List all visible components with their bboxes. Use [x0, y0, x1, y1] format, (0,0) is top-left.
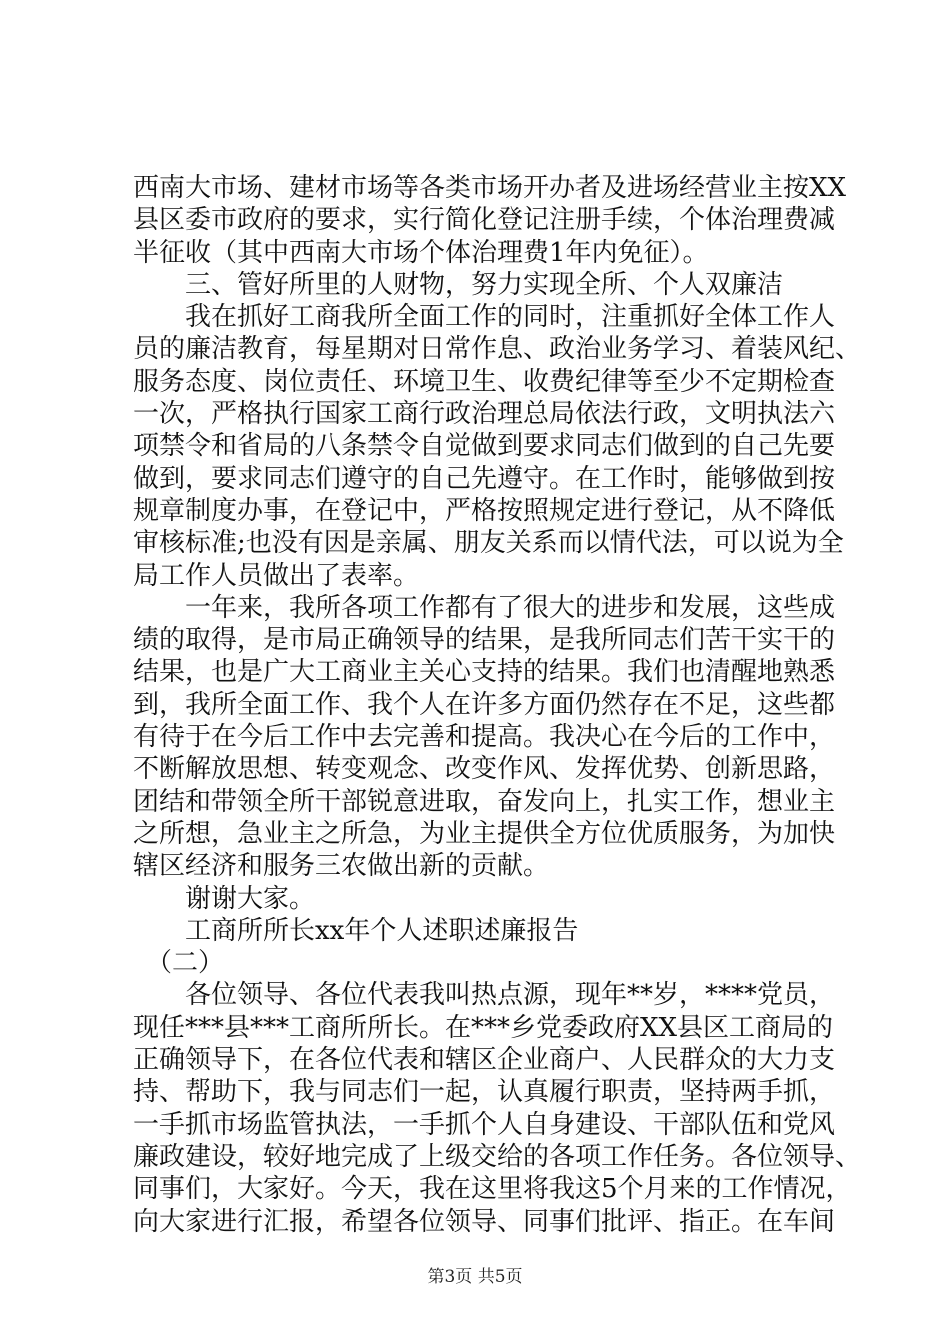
text-line: 谢谢大家。	[133, 883, 316, 914]
text-line: 项禁令和省局的八条禁令自觉做到要求同志们做到的自己先要	[133, 431, 836, 462]
text-line: 正确领导下，在各位代表和辖区企业商户、人民群众的大力支	[133, 1045, 836, 1076]
text-line: 辖区经济和服务三农做出新的贡献。	[133, 851, 550, 882]
text-line: 规章制度办事，在登记中，严格按照规定进行登记，从不降低	[133, 495, 836, 526]
text-line: 半征收（其中西南大市场个体治理费1年内免征）。	[133, 237, 709, 268]
text-line: 不断解放思想、转变观念、改变作风、发挥优势、创新思路，	[133, 754, 836, 785]
text-line: 持、帮助下，我与同志们一起，认真履行职责，坚持两手抓，	[133, 1077, 836, 1108]
text-line: 有待于在今后工作中去完善和提高。我决心在今后的工作中，	[133, 722, 836, 753]
text-line: 员的廉洁教育，每星期对日常作息、政治业务学习、着装风纪、	[133, 334, 862, 365]
text-line: 西南大市场、建材市场等各类市场开办者及进场经营业主按XX	[133, 173, 847, 203]
text-line: 我在抓好工商我所全面工作的同时，注重抓好全体工作人	[133, 302, 836, 333]
text-line: （二）	[133, 948, 225, 979]
text-line: 工商所所长xx年个人述职述廉报告	[133, 915, 579, 946]
text-line: 县区委市政府的要求，实行简化登记注册手续，个体治理费减	[133, 205, 836, 236]
text-line: 一年来，我所各项工作都有了很大的进步和发展，这些成	[133, 592, 836, 623]
text-line: 各位领导、各位代表我叫热点源，现年**岁，****党员，	[133, 980, 836, 1011]
text-line: 三、管好所里的人财物，努力实现全所、个人双廉洁	[133, 269, 784, 300]
text-line: 局工作人员做出了表率。	[133, 560, 420, 591]
text-line: 做到，要求同志们遵守的自己先遵守。在工作时，能够做到按	[133, 463, 836, 494]
text-line: 向大家进行汇报，希望各位领导、同事们批评、指正。在车间	[133, 1206, 836, 1237]
text-line: 到，我所全面工作、我个人在许多方面仍然存在不足，这些都	[133, 689, 836, 720]
page-footer: 第3页 共5页	[427, 1267, 523, 1287]
text-line: 同事们，大家好。今天，我在这里将我这5个月来的工作情况，	[133, 1174, 852, 1205]
text-line: 结果，也是广大工商业主关心支持的结果。我们也清醒地熟悉	[133, 657, 836, 688]
text-line: 现任***县***工商所所长。在***乡党委政府XX县区工商局的	[133, 1012, 834, 1043]
text-line: 审核标准;也没有因是亲属、朋友关系而以情代法，可以说为全	[133, 528, 844, 559]
document-body	[133, 172, 862, 1238]
text-line: 一手抓市场监管执法，一手抓个人自身建设、干部队伍和党风	[133, 1109, 836, 1140]
text-line: 之所想，急业主之所急，为业主提供全方位优质服务，为加快	[133, 818, 836, 849]
text-line: 团结和带领全所干部锐意进取，奋发向上，扎实工作，想业主	[133, 786, 836, 817]
text-line: 绩的取得，是市局正确领导的结果，是我所同志们苦干实干的	[133, 625, 836, 656]
text-line: 廉政建设，较好地完成了上级交给的各项工作任务。各位领导、	[133, 1141, 862, 1172]
text-line: 一次，严格执行国家工商行政治理总局依法行政，文明执法六	[133, 399, 836, 430]
text-line: 服务态度、岗位责任、环境卫生、收费纪律等至少不定期检查	[133, 366, 836, 397]
